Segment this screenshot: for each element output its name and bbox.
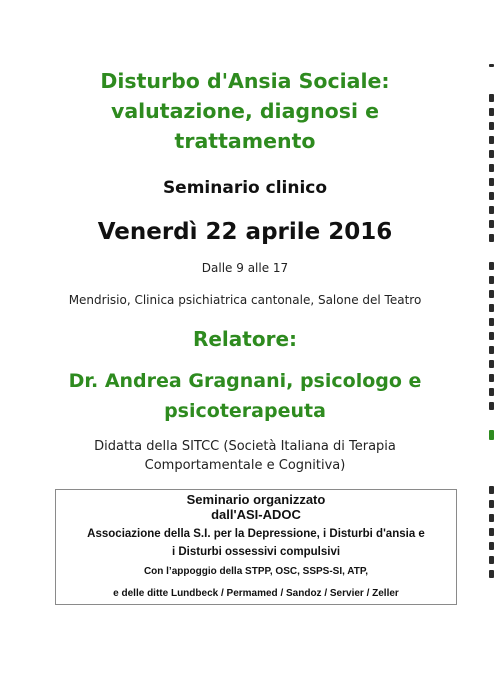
- organizer-box: [55, 489, 457, 605]
- event-title: [30, 66, 460, 156]
- event-subtitle: Seminario clinico: [162, 178, 328, 198]
- organizer-heading: [56, 492, 456, 522]
- event-hours: Dalle 9 alle 17: [201, 261, 289, 275]
- event-title-line-2: valutazione, diagnosi e: [110, 99, 380, 123]
- organizer-line-1: Seminario organizzato: [186, 492, 326, 507]
- speaker-name: [30, 366, 460, 426]
- speaker-heading: Relatore:: [192, 327, 298, 351]
- speaker-name-line-1: Dr. Andrea Gragnani, psicologo e: [68, 370, 422, 392]
- speaker-affiliation: [30, 437, 460, 475]
- association-line-1: Associazione della S.I. per la Depressione, i Disturbi d'ansia e: [87, 528, 425, 540]
- support-line: Con l’appoggio della STPP, OSC, SSPS-SI, ATP,: [143, 566, 369, 577]
- event-title-line-3: trattamento: [174, 129, 316, 153]
- association-name: [56, 525, 456, 561]
- event-location: Mendrisio, Clinica psichiatrica cantonale, Salone del Teatro: [68, 293, 422, 307]
- organizer-line-2: dall'ASI-ADOC: [211, 507, 301, 522]
- speaker-name-line-2: psicoterapeuta: [164, 400, 326, 422]
- event-date: Venerdì 22 aprile 2016: [97, 219, 393, 245]
- speaker-affiliation-line-1: Didatta della SITCC (Società Italiana di Terapia: [94, 439, 396, 454]
- event-title-line-1: Disturbo d'Ansia Sociale:: [100, 69, 390, 93]
- sponsor-firms-line: e delle ditte Lundbeck / Permamed / Sandoz / Servier / Zeller: [113, 588, 399, 599]
- association-line-2: i Disturbi ossessivi compulsivi: [171, 546, 341, 558]
- speaker-affiliation-line-2: Comportamentale e Cognitiva): [144, 458, 346, 473]
